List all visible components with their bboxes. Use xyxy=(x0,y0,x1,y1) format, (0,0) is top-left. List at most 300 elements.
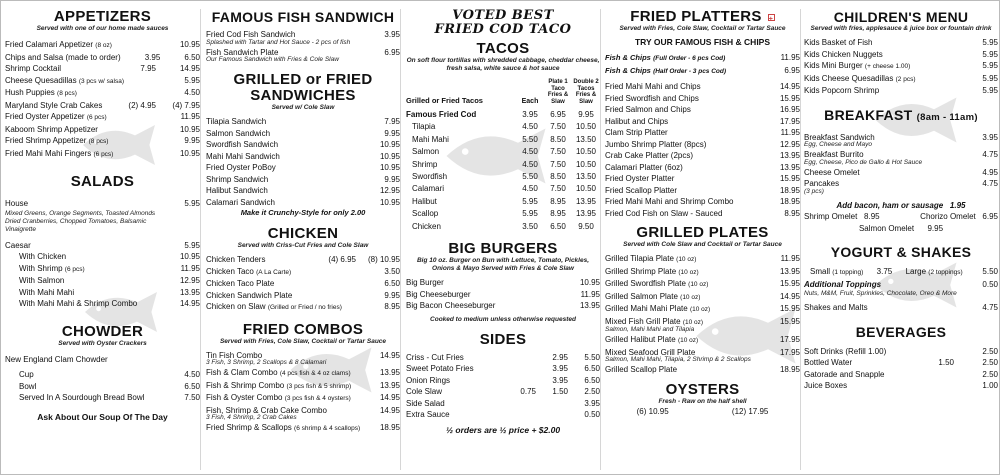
item-name: Grilled Tilapia Plate xyxy=(605,254,674,263)
breakfast-title-text: BREAKFAST xyxy=(824,106,913,123)
toppings-description: Nuts, M&M, Fruit, Sprinkles, Chocolate, Oreo & More xyxy=(804,290,957,297)
item-name-cell xyxy=(19,298,170,310)
item-name-cell xyxy=(605,291,770,304)
menu-item xyxy=(206,278,400,290)
item-note: (4 pcs fish & 4 oz clams) xyxy=(279,370,351,377)
tacos-col-name: Grilled or Fried Tacos xyxy=(406,96,483,105)
item-note: (+ cheese 1.00) xyxy=(864,63,911,70)
taco-each-price: 5.95 xyxy=(522,196,538,206)
fish-sandwich-list xyxy=(206,29,400,64)
item-price: 3.95 xyxy=(552,375,568,385)
item-name: With Salmon xyxy=(19,276,65,285)
item-name: Kids Mini Burger xyxy=(804,61,863,70)
item-price: 12.95 xyxy=(379,186,400,195)
taco-plate-price: 8.95 xyxy=(550,196,566,206)
voted-best-line1: VOTED BEST xyxy=(452,8,554,23)
childrens-menu-note: Served with fries, applesauce & juice box or fountain drink xyxy=(810,25,992,32)
fried-platters-note: Served with Fries, Cole Slaw, Cocktail or Tartar Sauce xyxy=(619,25,786,32)
item-name-cell xyxy=(406,363,504,375)
item-name: Fried Cod Fish on Slaw - Sauced xyxy=(605,208,723,218)
sides-section xyxy=(406,332,600,436)
breakfast-section xyxy=(804,107,998,235)
item-description: 3 Fish, 3 Shrimp, 2 Scallops & 8 Calamari xyxy=(206,359,327,366)
item-name: Clam Strip Platter xyxy=(605,128,668,137)
item-name: With Mahi Mahi xyxy=(19,287,75,297)
grilled-plates-list xyxy=(605,253,800,376)
item-name: Criss - Cut Fries xyxy=(406,352,464,362)
column-1 xyxy=(5,9,201,470)
menu-item xyxy=(406,300,600,312)
item-price: 1.00 xyxy=(982,381,998,390)
item-name: Fried Calamari Appetizer xyxy=(5,40,94,49)
menu-item xyxy=(605,196,800,208)
menu-item xyxy=(206,266,400,279)
item-name: Chips and Salsa (made to order) xyxy=(5,52,121,62)
taco-name: Swordfish xyxy=(412,172,448,182)
item-name: Pancakes xyxy=(804,179,840,188)
item-name-cell xyxy=(206,197,370,209)
item-name: Kids Chicken Nuggets xyxy=(804,49,883,59)
item-price: 10.95 xyxy=(179,40,200,49)
item-name: Fish, Shrimp & Crab Cake Combo xyxy=(206,405,327,415)
fried-platters-list xyxy=(605,81,800,219)
item-name-cell xyxy=(605,185,770,197)
item-price: 17.95 xyxy=(779,347,800,357)
item-name-cell xyxy=(406,398,504,410)
menu-item xyxy=(5,124,200,136)
table-row xyxy=(406,221,600,233)
appetizers-section xyxy=(5,9,200,160)
burgers-cooked-note: Cooked to medium unless otherwise requested xyxy=(430,315,576,323)
table-row xyxy=(406,183,600,195)
item-price: 6.50 xyxy=(584,375,600,385)
menu-item xyxy=(5,354,200,366)
menu-item xyxy=(605,104,800,116)
oysters-title: OYSTERS xyxy=(665,380,740,398)
taco-name: Calamari xyxy=(412,184,445,194)
item-price: 0.50 xyxy=(982,279,998,289)
item-price: (2) 4.95 xyxy=(128,100,156,110)
item-name-cell xyxy=(19,263,170,276)
fish-chips-subtitle: TRY OUR FAMOUS FISH & CHIPS xyxy=(634,37,771,47)
item-price xyxy=(124,75,162,88)
fried-combos-list xyxy=(206,350,400,435)
item-note: (10 oz) xyxy=(678,268,699,276)
big-burgers-section xyxy=(406,241,600,324)
menu-item xyxy=(5,298,200,310)
item-price: 13.95 xyxy=(779,151,800,160)
sandwiches-title-line2: SANDWICHES xyxy=(250,87,356,104)
item-name-cell xyxy=(5,111,112,124)
taco-each-price: 5.50 xyxy=(522,172,538,182)
item-name: Fried Salmon and Chips xyxy=(605,105,691,114)
item-name: Cheese Omelet xyxy=(804,167,860,177)
item-price: 10.95 xyxy=(379,140,400,149)
item-note: (1 topping) xyxy=(832,269,864,276)
item-price: 6.50 xyxy=(584,364,600,374)
item-name: Fried Cod Fish Sandwich xyxy=(206,30,296,39)
item-name-cell xyxy=(605,208,770,220)
item-name-cell xyxy=(406,277,570,289)
taco-plate-price: 7.50 xyxy=(550,184,566,194)
menu-item xyxy=(206,254,400,266)
item-name: Big Bacon Cheeseburger xyxy=(406,301,496,311)
menu-item xyxy=(406,398,600,410)
menu-item xyxy=(605,150,800,162)
item-price: 5.50 xyxy=(982,267,998,276)
item-description: Salmon, Mahi Mahi and Tilapia xyxy=(605,326,695,333)
item-note: (Half Order - 3 pcs Cod) xyxy=(653,67,727,75)
yogurt-title: YOGURT & SHAKES xyxy=(830,244,972,260)
taco-each-price: 4.50 xyxy=(522,147,538,157)
item-price: 12.95 xyxy=(779,139,800,149)
item-name-cell xyxy=(5,52,121,64)
menu-item xyxy=(5,263,200,276)
item-price: 13.95 xyxy=(779,266,800,276)
sandwiches-section xyxy=(206,72,400,218)
item-name-cell xyxy=(206,422,370,435)
item-price: 9.95 xyxy=(384,128,400,138)
yogurt-section xyxy=(804,244,998,314)
item-name-cell xyxy=(804,357,910,369)
item-price: 18.95 xyxy=(379,423,400,432)
big-burgers-list xyxy=(406,277,600,312)
item-price: 10.95 xyxy=(379,197,400,207)
item-name-cell xyxy=(206,290,370,302)
taco-name: Mahi Mahi xyxy=(412,134,449,144)
item-note: (10 oz) xyxy=(680,293,701,301)
item-name: Salmon Sandwich xyxy=(206,128,271,138)
item-name: Breakfast Sandwich xyxy=(804,132,875,142)
item-name-cell xyxy=(19,275,170,287)
item-price: 6.95 xyxy=(384,47,400,57)
chicken-section xyxy=(206,226,400,314)
taco-double-price: 13.50 xyxy=(575,172,597,182)
yogurt-sizes xyxy=(804,266,998,279)
item-note: (10 oz) xyxy=(676,256,697,263)
item-price: 14.95 xyxy=(179,64,200,73)
item-name-cell xyxy=(19,381,170,393)
item-name: With Mahi Mahi & Shrimp Combo xyxy=(19,299,138,308)
item-name: Big Burger xyxy=(406,278,444,288)
item-name: Grilled Halibut Plate xyxy=(605,335,676,344)
item-name: Fish & Clam Combo xyxy=(206,368,278,377)
item-price: 15.95 xyxy=(779,279,800,288)
item-name-cell xyxy=(804,60,968,73)
item-name-cell xyxy=(206,151,370,163)
item-price: 5.95 xyxy=(184,240,200,250)
item-name-cell xyxy=(804,49,968,61)
item-price: 11.95 xyxy=(780,53,800,62)
item-name: Kaboom Shrimp Appetizer xyxy=(5,124,98,134)
breakfast-hours: (8am - 11am) xyxy=(916,111,978,123)
item-name-cell xyxy=(605,116,770,128)
sandwiches-title-line1: GRILLED or FRIED xyxy=(233,71,373,88)
menu-item xyxy=(804,178,998,190)
tacos-title: TACOS xyxy=(476,40,530,57)
menu-item xyxy=(804,279,998,291)
item-note: (10 oz) xyxy=(682,318,704,326)
big-burgers-note: Big 10 oz. Burger on Bun with Lettuce, Tomato, Pickles, Onions & Mayo Served with Fries & Cole Slaw xyxy=(416,257,590,273)
item-name: Halibut and Chips xyxy=(605,116,669,126)
item-price xyxy=(504,352,536,364)
table-row xyxy=(406,171,600,183)
item-name-cell xyxy=(804,178,968,190)
item-description: Egg, Cheese, Pico de Gallo & Hot Sauce xyxy=(804,158,923,166)
taco-double-price: 9.50 xyxy=(578,221,594,231)
column-5 xyxy=(804,9,998,470)
taco-each-price: 4.50 xyxy=(522,159,538,169)
item-name: Caesar xyxy=(5,240,31,250)
item-name-cell xyxy=(206,301,370,314)
column-2 xyxy=(206,9,401,470)
fried-platters-title-text: FRIED PLATTERS xyxy=(630,8,762,25)
chowder-list xyxy=(5,369,200,404)
item-price: 8.95 xyxy=(384,302,400,311)
item-price: 9.95 xyxy=(384,290,400,300)
menu-item xyxy=(605,303,800,316)
item-note: (3 pcs fish & 5 shrimp) xyxy=(286,382,352,390)
item-name: Fried Oyster Appetizer xyxy=(5,112,85,121)
menu-item xyxy=(5,87,200,100)
item-name-cell xyxy=(206,266,370,279)
fish-sandwich-section xyxy=(206,9,400,64)
sides-title: SIDES xyxy=(479,330,527,348)
item-price: (12) 17.95 xyxy=(731,406,769,416)
grilled-plates-note: Served with Cole Slaw and Cocktail or Tartar Sauce xyxy=(623,241,782,248)
item-price: 3.50 xyxy=(384,266,400,276)
table-row xyxy=(406,196,600,208)
chicken-title: CHICKEN xyxy=(267,225,339,242)
item-name-cell xyxy=(206,128,370,140)
item-price: 13.95 xyxy=(179,287,200,297)
item-name-cell xyxy=(19,369,170,381)
item-name: Fried Shrimp & Scallops xyxy=(206,423,292,432)
item-name-cell xyxy=(206,139,370,151)
menu-item xyxy=(5,52,200,64)
menu-item xyxy=(804,302,998,314)
item-name-cell xyxy=(605,150,770,162)
item-name: Grilled Swordfish Plate xyxy=(605,279,686,288)
item-name-cell xyxy=(406,409,504,421)
menu-item xyxy=(804,346,998,358)
menu-item xyxy=(406,375,600,387)
item-name: Chorizo Omelet xyxy=(920,212,976,221)
item-note: (8 oz) xyxy=(95,42,112,49)
item-price: 6.50 xyxy=(384,279,400,288)
item-price: 2.50 xyxy=(982,346,998,356)
item-price: 5.95 xyxy=(982,38,998,47)
menu-item xyxy=(605,253,800,266)
item-name: Chicken on Slaw xyxy=(206,302,266,311)
item-price: 14.95 xyxy=(379,350,400,360)
item-price: 10.95 xyxy=(179,148,200,158)
item-name: Shrimp Cocktail xyxy=(5,64,62,73)
item-price: 13.95 xyxy=(579,301,600,311)
taco-plate-price: 8.50 xyxy=(550,172,566,182)
item-name-cell xyxy=(605,278,770,291)
column-3 xyxy=(406,9,601,470)
item-price: 6.50 xyxy=(184,52,200,62)
item-note: (10 oz) xyxy=(689,306,711,313)
taco-name: Famous Fried Cod xyxy=(406,110,477,119)
item-name-cell xyxy=(5,87,112,100)
item-name: Bottled Water xyxy=(804,358,853,367)
item-price: 5.95 xyxy=(982,49,998,59)
fried-combos-title: FRIED COMBOS xyxy=(242,320,364,338)
oysters-note: Fresh - Raw on the half shell xyxy=(658,397,747,405)
item-note: (10 oz) xyxy=(677,337,699,344)
item-price: 15.95 xyxy=(779,304,800,313)
menu-item xyxy=(605,162,800,174)
item-price: 10.95 xyxy=(379,151,400,161)
chowder-title: CHOWDER xyxy=(61,322,144,340)
item-name: Chicken Taco xyxy=(206,266,254,276)
menu-item xyxy=(206,128,400,140)
item-name: Extra Sauce xyxy=(406,410,450,420)
tacos-table xyxy=(406,109,600,233)
item-name-cell xyxy=(5,39,112,52)
item-name-cell xyxy=(804,346,910,358)
item-note: (8 pcs) xyxy=(57,90,77,97)
menu-item xyxy=(605,185,800,197)
item-name-cell xyxy=(605,104,770,116)
item-name: Tilapia Sandwich xyxy=(206,117,267,126)
taco-double-price: 10.50 xyxy=(575,184,597,194)
item-description: Egg, Cheese and Mayo xyxy=(804,141,872,148)
table-row xyxy=(406,134,600,146)
taco-plate-price: 6.95 xyxy=(550,110,566,119)
item-price: 13.95 xyxy=(379,368,400,377)
item-note: (6 pcs) xyxy=(93,150,114,158)
item-price: 7.95 xyxy=(384,117,400,126)
taco-each-price: 5.95 xyxy=(522,209,538,219)
menu-item xyxy=(5,287,200,299)
menu-item xyxy=(406,409,600,421)
item-price: 11.95 xyxy=(180,112,200,121)
tacos-note: On soft flour tortillas with shredded cabbage, cheddar cheese, fresh salsa, white sauce & hot sauce xyxy=(406,57,600,72)
item-name: New England Clam Chowder xyxy=(5,354,108,364)
item-price: 11.95 xyxy=(180,263,200,273)
item-name: Fish & Chips xyxy=(605,65,651,75)
childrens-menu-section xyxy=(804,9,998,97)
item-price: (8) 10.95 xyxy=(367,255,400,264)
menu-item xyxy=(804,369,998,381)
item-name: Mixed Fish Grill Plate xyxy=(605,316,681,326)
menu-item xyxy=(605,278,800,291)
item-price: 3.95 xyxy=(144,52,161,62)
oysters-section xyxy=(605,382,800,418)
taco-plate-price: 7.50 xyxy=(550,159,566,169)
item-name: Shrimp Omelet xyxy=(804,212,858,221)
item-name: Hush Puppies xyxy=(5,88,55,97)
menu-item xyxy=(605,334,800,347)
item-price: 3.95 xyxy=(552,364,568,374)
menu-item xyxy=(206,301,400,314)
item-name: Gatorade and Snapple xyxy=(804,369,885,379)
item-name: Big Cheeseburger xyxy=(406,289,471,299)
item-name: Fish & Chips xyxy=(605,53,651,62)
item-price: 16.95 xyxy=(779,105,800,114)
item-name: Mahi Mahi Sandwich xyxy=(206,151,280,161)
item-name: Chicken Sandwich Plate xyxy=(206,290,293,300)
taco-each-price: 4.50 xyxy=(522,184,538,194)
item-price: 2.50 xyxy=(982,369,998,379)
item-name: Sweet Potato Fries xyxy=(406,364,474,374)
taco-double-price: 10.50 xyxy=(575,147,597,157)
menu-item xyxy=(206,197,400,209)
sandwiches-note: Served w/ Cole Slaw xyxy=(271,104,335,111)
item-name-cell xyxy=(406,289,570,301)
table-row xyxy=(406,146,600,158)
item-name: Served In A Sourdough Bread Bowl xyxy=(19,393,145,402)
item-name-cell xyxy=(5,100,112,112)
tacos-section xyxy=(406,41,600,233)
item-price: 1.50 xyxy=(938,358,954,367)
beverages-list xyxy=(804,346,998,392)
table-row xyxy=(406,159,600,171)
item-name: Soft Drinks (Refill 1.00) xyxy=(804,346,887,356)
item-name-cell xyxy=(605,139,770,151)
menu-item xyxy=(605,81,800,93)
menu-item xyxy=(5,381,200,393)
taco-plate-price: 6.50 xyxy=(550,221,566,231)
item-name: Kids Popcorn Shrimp xyxy=(804,86,880,95)
item-name: Fried Mahi Mahi Fingers xyxy=(5,148,92,158)
item-price: 5.95 xyxy=(184,199,200,208)
sandwiches-list xyxy=(206,116,400,208)
menu-item xyxy=(804,357,998,369)
item-price xyxy=(504,363,536,375)
menu-item xyxy=(406,277,600,289)
item-name: Calamari Sandwich xyxy=(206,197,275,207)
taco-name: Tilapia xyxy=(412,122,436,132)
item-price: 9.95 xyxy=(184,136,200,145)
chowder-section xyxy=(5,324,200,423)
item-name: Jumbo Shrimp Platter (8pcs) xyxy=(605,139,707,149)
menu-item xyxy=(206,185,400,197)
item-name: Cheese Quesadillas xyxy=(5,75,77,85)
item-name-cell xyxy=(804,167,968,179)
item-description: Salmon, Mahi Mahi, Tilapia, 2 Shrimp & 2 Scallops xyxy=(605,356,751,363)
menu-item xyxy=(5,275,200,287)
item-price: 5.95 xyxy=(982,73,998,83)
item-price: 18.95 xyxy=(779,365,800,374)
chicken-note: Served with Criss-Cut Fries and Cole Slaw xyxy=(237,242,369,249)
menu-item xyxy=(206,139,400,151)
big-burgers-title: BIG BURGERS xyxy=(448,240,558,258)
item-price: 18.95 xyxy=(779,197,800,206)
item-name: Salmon Omelet xyxy=(858,223,915,233)
house-salad-description: Mixed Greens, Orange Segments, Toasted Almonds Dried Cranberries, Chopped Tomatoes, Balsamic Vinaigrette xyxy=(5,209,156,233)
menu-item xyxy=(5,63,200,75)
item-price xyxy=(112,111,156,124)
item-name: Grilled Salmon Plate xyxy=(605,291,678,301)
menu-item xyxy=(206,422,400,435)
menu-item xyxy=(5,369,200,381)
item-name: Tin Fish Combo xyxy=(206,350,263,360)
item-name-cell xyxy=(406,300,570,312)
menu-item xyxy=(5,251,200,263)
item-name-cell xyxy=(5,124,112,136)
item-note: (Full Order - 6 pcs Cod) xyxy=(653,55,726,62)
item-price: 0.75 xyxy=(520,387,536,397)
breakfast-addon xyxy=(804,200,998,212)
item-name: With Shrimp xyxy=(19,263,63,273)
addon-label: Add bacon, ham or sausage xyxy=(836,200,944,210)
item-name-cell xyxy=(605,364,770,376)
menu-item xyxy=(605,127,800,139)
